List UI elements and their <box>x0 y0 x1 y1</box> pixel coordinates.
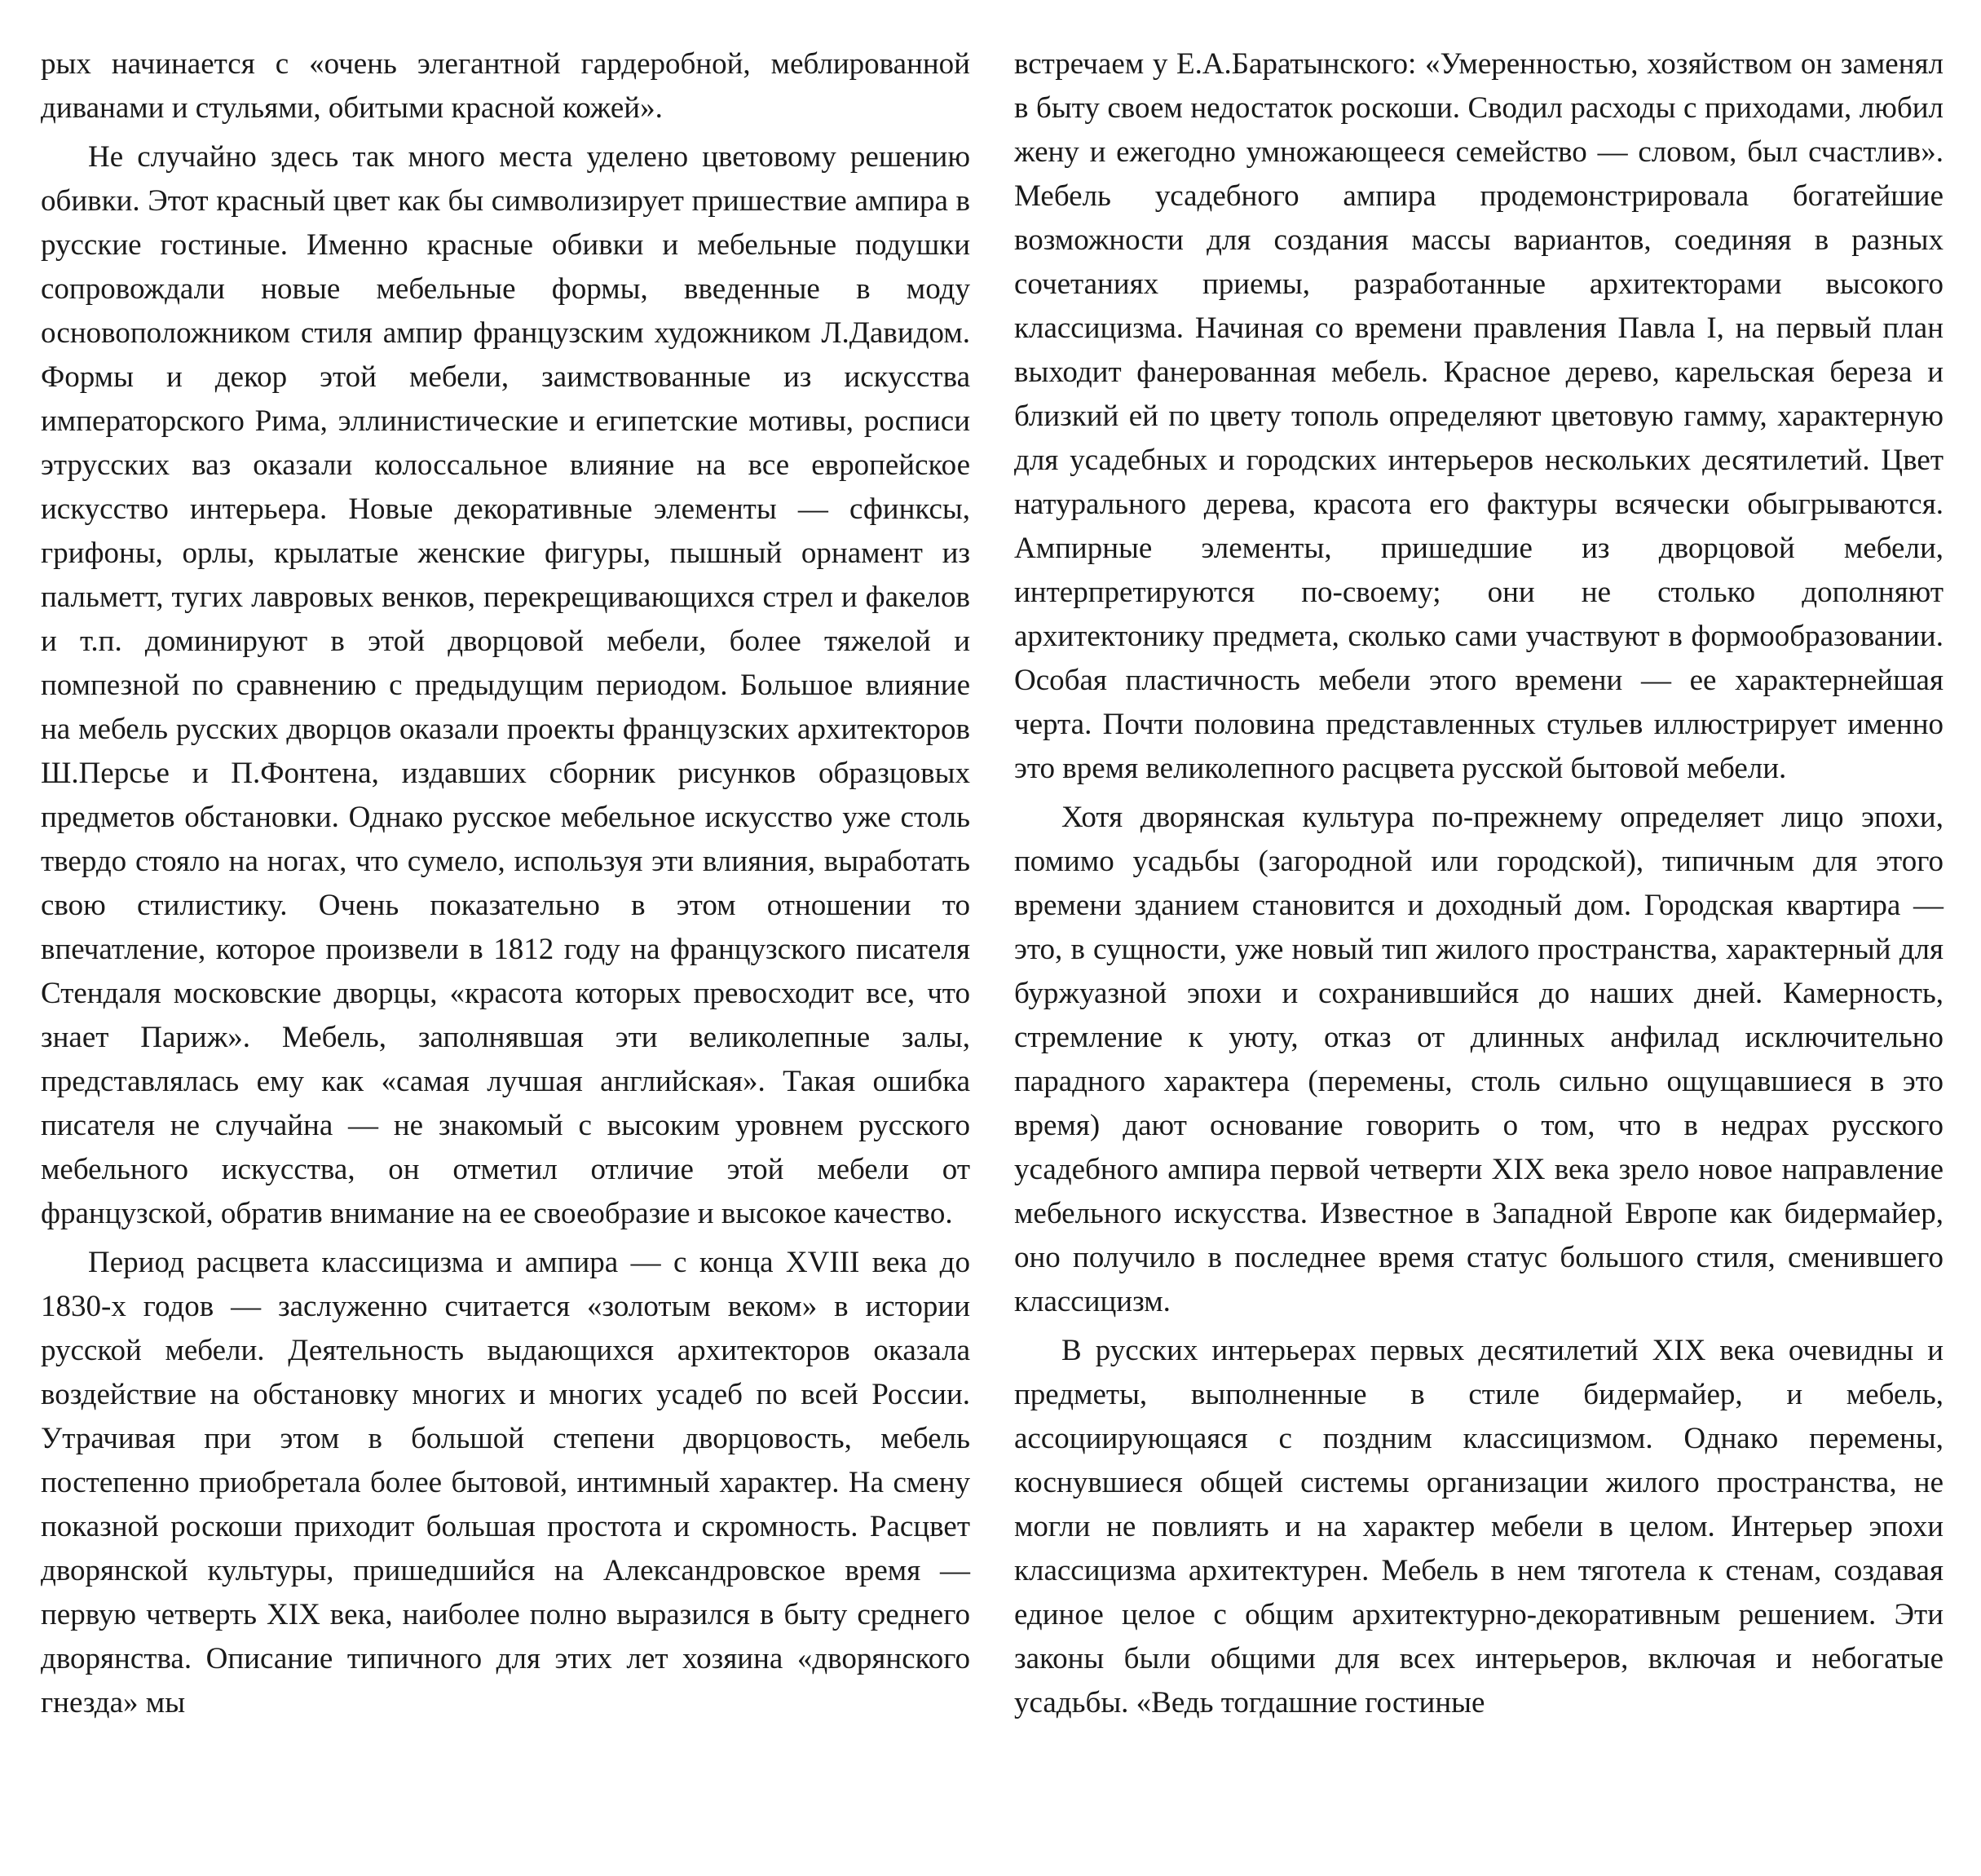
left-paragraph-2: Не случайно здесь так много места уделено цветовому решению обивки. Этот красный цвет как бы символизирует пришествие ампира в русские гостиные. Именно красные обивки и мебельные подушки сопровождали новые мебельные формы, введенные в моду основоположником стиля ампир французским художником Л.Давидом. Формы и декор этой мебели, заимствованные из искусства императорского Рима, эллинистические и египетские мотивы, росписи этрусских ваз оказали колоссальное влияние на все европейское искусство интерьера. Новые декоративные элементы — сфинксы, грифоны, орлы, крылатые женские фигуры, пышный орнамент из пальметт, тугих лавровых венков, перекрещивающихся стрел и факелов и т.п. доминируют в этой дворцовой мебели, более тяжелой и помпезной по сравнению с предыдущим периодом. Большое влияние на мебель русских дворцов оказали проекты французских архитекторов Ш.Персье и П.Фонтена, издавших сборник рисунков образцовых предметов обстановки. Однако русское мебельное искусство уже столь твердо стояло на ногах, что сумело, используя эти влияния, выработать свою стилистику. Очень показательно в этом отношении то впечатление, которое произвели в 1812 году на французского писателя Стендаля московские дворцы, «красота которых превосходит все, что знает Париж». Мебель, заполнявшая эти великолепные залы, представлялась ему как «самая лучшая английская». Такая ошибка писателя не случайна — не знакомый с высоким уровнем русского мебельного искусства, он отметил отличие этой мебели от французской, обратив внимание на ее своеобразие и высокое качество. <box>41 140 970 1230</box>
right-paragraph-3: В русских интерьерах первых десятилетий XIX века очевидны и предметы, выполненные в стиле бидермайер, и мебель, ассоциирующаяся с поздним классицизмом. Однако перемены, коснувшиеся общей системы организации жилого пространства, не могли не повлиять и на характер мебели в целом. Интерьер эпохи классицизма архитектурен. Мебель в нем тяготела к стенам, создавая единое целое с общим архитектурно-декоративным решением. Эти законы были общими для всех интерьеров, включая и небогатые усадьбы. «Ведь тогдашние гостиные <box>1014 1334 1943 1719</box>
right-column <box>1014 42 1943 1725</box>
left-paragraph-1: рых начинается с «очень элегантной гардеробной, меблированной диванами и стульями, обитыми красной кожей». <box>41 47 970 125</box>
left-column <box>41 42 970 1725</box>
right-paragraph-2: Хотя дворянская культура по-прежнему определяет лицо эпохи, помимо усадьбы (загородной или городской), типичным для этого времени зданием становится и доходный дом. Городская квартира — это, в сущности, уже новый тип жилого пространства, характерный для буржуазной эпохи и сохранившийся до наших дней. Камерность, стремление к уюту, отказ от длинных анфилад исключительно парадного характера (перемены, столь сильно ощущавшиеся в это время) дают основание говорить о том, что в недрах русского усадебного ампира первой четверти XIX века зрело новое направление мебельного искусства. Известное в Западной Европе как бидермайер, оно получило в последнее время статус большого стиля, сменившего классицизм. <box>1014 801 1943 1318</box>
left-paragraph-3: Период расцвета классицизма и ампира — с конца XVIII века до 1830-х годов — заслуженно считается «золотым веком» в истории русской мебели. Деятельность выдающихся архитекторов оказала воздействие на обстановку многих и многих усадеб по всей России. Утрачивая при этом в большой степени дворцовость, мебель постепенно приобретала более бытовой, интимный характер. На смену показной роскоши приходит большая простота и скромность. Расцвет дворянской культуры, пришедшийся на Александровское время — первую четверть XIX века, наиболее полно выразился в быту среднего дворянства. Описание типичного для этих лет хозяина «дворянского гнезда» мы <box>41 1246 970 1719</box>
right-paragraph-1: встречаем у Е.А.Баратынского: «Умеренностью, хозяйством он заменял в быту своем недостаток роскоши. Сводил расходы с приходами, любил жену и ежегодно умножающееся семейство — словом, был счастлив». Мебель усадебного ампира продемонстрировала богатейшие возможности для создания массы вариантов, соединяя в разных сочетаниях приемы, разработанные архитекторами высокого классицизма. Начиная со времени правления Павла I, на первый план выходит фанерованная мебель. Красное дерево, карельская береза и близкий ей по цвету тополь определяют цветовую гамму, характерную для усадебных и городских интерьеров нескольких десятилетий. Цвет натурального дерева, красота его фактуры всячески обыгрываются. Ампирные элементы, пришедшие из дворцовой мебели, интерпретируются по-своему; они не столько дополняют архитектонику предмета, сколько сами участвуют в формообразовании. Особая пластичность мебели этого времени — ее характернейшая черта. Почти половина представленных стульев иллюстрирует именно это время великолепного расцвета русской бытовой мебели. <box>1014 47 1943 785</box>
